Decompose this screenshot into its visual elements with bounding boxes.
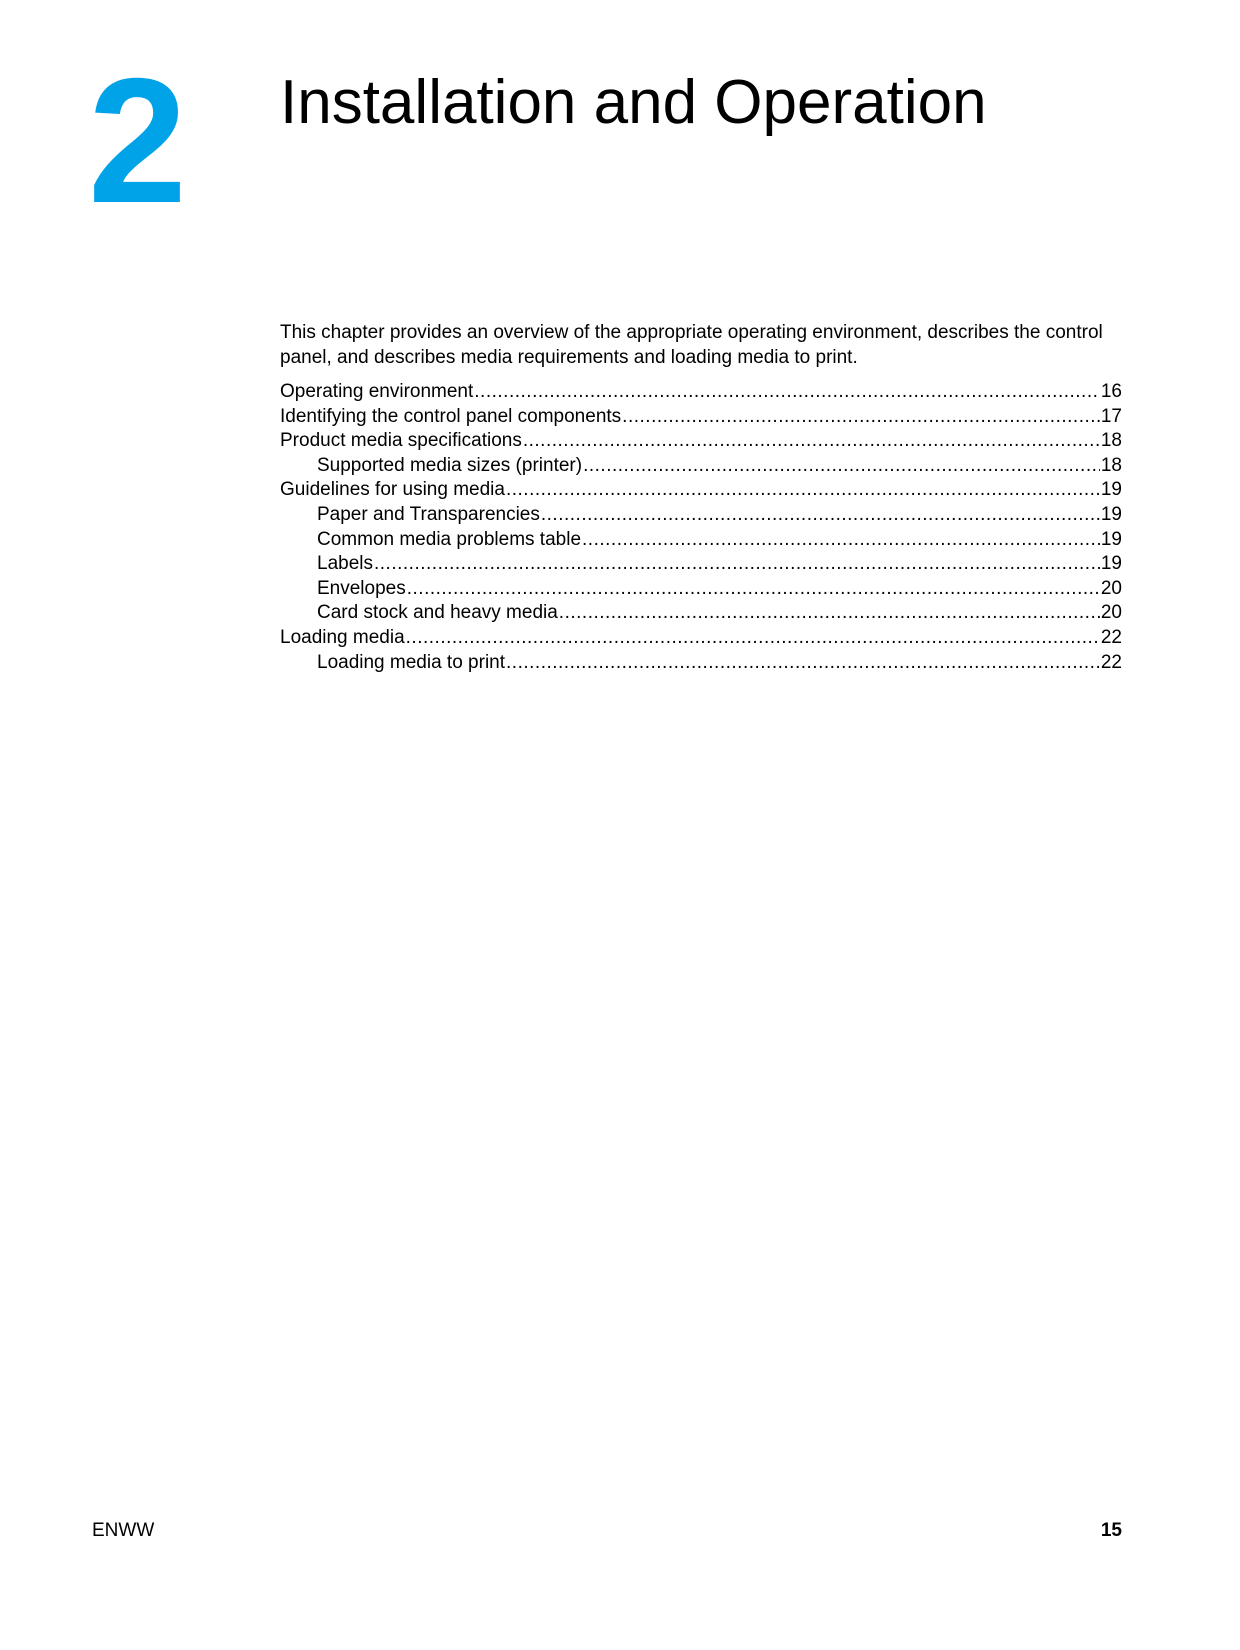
toc-entry-product-media-specifications[interactable] <box>280 429 1122 454</box>
toc-entry-envelopes[interactable] <box>280 577 1122 602</box>
toc-leader-dots <box>583 454 1100 479</box>
toc-leader-dots <box>374 552 1100 577</box>
toc-leader-dots <box>406 626 1100 651</box>
toc-entry-supported-media-sizes[interactable] <box>280 454 1122 479</box>
toc-entry-page: 22 <box>1100 626 1122 648</box>
toc-entry-title: Loading media to print <box>317 651 506 673</box>
toc-entry-title: Common media problems table <box>317 528 582 550</box>
toc-entry-page: 17 <box>1100 405 1122 427</box>
toc-entry-page: 19 <box>1100 553 1122 575</box>
chapter-intro: This chapter provides an overview of the appropriate operating environment, describes the control panel, and describes media requirements and loading media to print. <box>280 322 1103 368</box>
footer-label: ENWW <box>92 1520 155 1541</box>
toc-entry-title: Labels <box>317 553 373 575</box>
toc-entry-common-media-problems-table[interactable] <box>280 528 1122 553</box>
chapter-title: Installation and Operation <box>280 68 987 137</box>
toc-entry-title: Loading media <box>280 626 405 648</box>
toc-entry-title: Paper and Transparencies <box>317 503 540 525</box>
toc-entry-page: 16 <box>1100 381 1122 402</box>
toc-leader-dots <box>474 380 1100 405</box>
toc-entry-page: 20 <box>1100 577 1122 599</box>
toc-entry-page: 18 <box>1100 430 1122 452</box>
toc-entry-page: 20 <box>1100 602 1122 624</box>
toc-entry-loading-media[interactable] <box>280 626 1122 651</box>
toc-entry-labels[interactable] <box>280 552 1122 577</box>
table-of-contents <box>280 380 1122 675</box>
toc-entry-paper-and-transparencies[interactable] <box>280 503 1122 528</box>
toc-leader-dots <box>582 528 1100 553</box>
toc-entry-title: Guidelines for using media <box>280 479 505 501</box>
toc-entry-page: 19 <box>1100 528 1122 550</box>
page-number: 15 <box>1100 1520 1122 1541</box>
toc-leader-dots <box>506 478 1100 503</box>
toc-leader-dots <box>559 601 1100 626</box>
toc-entry-page: 19 <box>1100 479 1122 501</box>
toc-entry-title: Card stock and heavy media <box>317 602 558 624</box>
toc-entry-card-stock-and-heavy-media[interactable] <box>280 601 1122 626</box>
toc-leader-dots <box>622 405 1100 430</box>
toc-leader-dots <box>541 503 1100 528</box>
toc-entry-title: Supported media sizes (printer) <box>317 454 583 476</box>
toc-entry-guidelines-for-using-media[interactable] <box>280 478 1122 503</box>
toc-entry-page: 18 <box>1100 454 1122 476</box>
toc-entry-title: Product media specifications <box>280 430 522 452</box>
toc-entry-title: Envelopes <box>317 577 406 599</box>
toc-entry-operating-environment[interactable] <box>280 380 1122 405</box>
toc-entry-control-panel-components[interactable] <box>280 405 1122 430</box>
chapter-number: 2 <box>88 41 187 240</box>
toc-entry-page: 22 <box>1100 651 1122 673</box>
toc-leader-dots <box>523 429 1100 454</box>
toc-entry-title: Operating environment <box>280 381 474 402</box>
toc-leader-dots <box>407 577 1100 602</box>
toc-entry-page: 19 <box>1100 503 1122 525</box>
toc-entry-title: Identifying the control panel components <box>280 405 622 427</box>
toc-entry-loading-media-to-print[interactable] <box>280 651 1122 676</box>
toc-leader-dots <box>506 651 1100 676</box>
